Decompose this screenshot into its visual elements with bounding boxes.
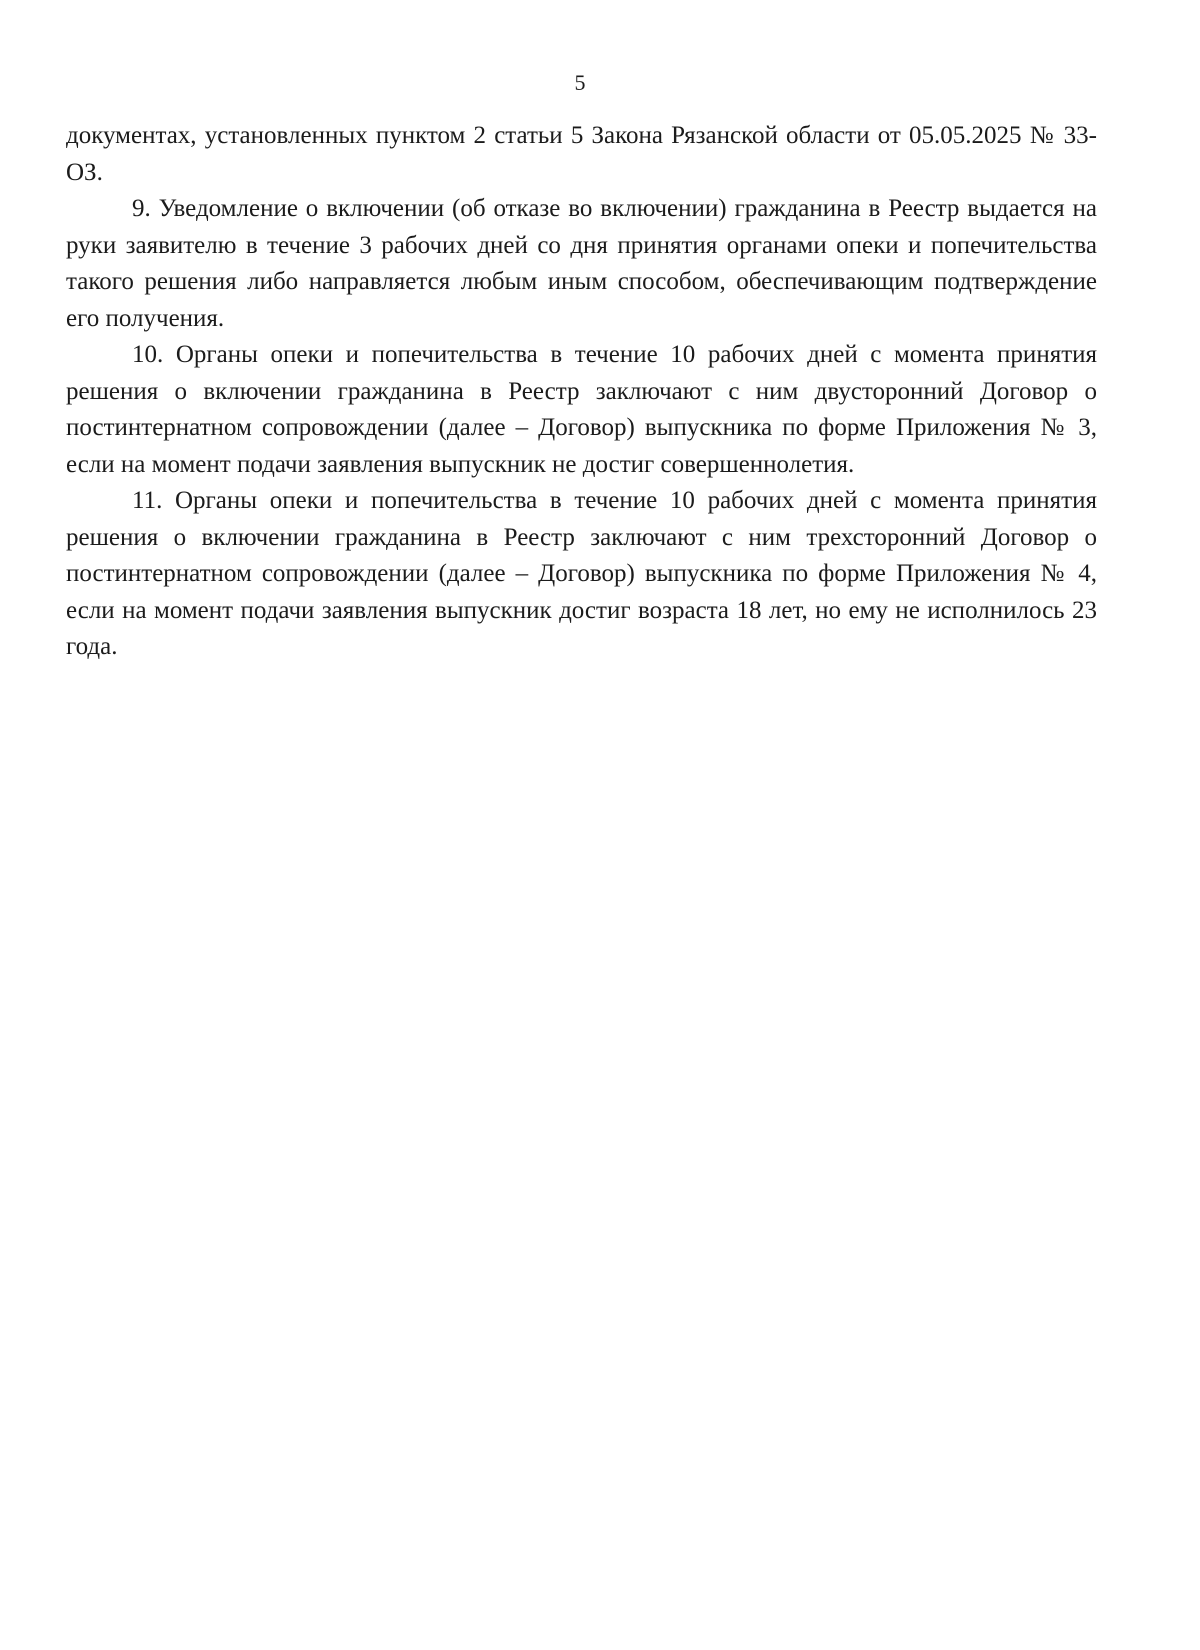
- document-body: [66, 118, 1097, 666]
- paragraph-item-10: 10. Органы опеки и попечительства в течение 10 рабочих дней с момента принятия решения о включении гражданина в Реестр заключают с ним двусторонний Договор о постинтернатном сопровождении (далее – Договор) выпускника по форме Приложения № 3, если на момент подачи заявления выпускник не достиг совершеннолетия.: [66, 341, 1097, 478]
- page-number: 5: [574, 70, 586, 95]
- paragraph-continuation: документах, установленных пунктом 2 статьи 5 Закона Рязанской области от 05.05.2025 № 33-ОЗ.: [66, 122, 1097, 186]
- paragraph-item-11: 11. Органы опеки и попечительства в течение 10 рабочих дней с момента принятия решения о включении гражданина в Реестр заключают с ним трехсторонний Договор о постинтернатном сопровождении (далее – Договор) выпускника по форме Приложения № 4, если на момент подачи заявления выпускник достиг возраста 18 лет, но ему не исполнилось 23 года.: [66, 487, 1097, 660]
- paragraph-item-9: 9. Уведомление о включении (об отказе во включении) гражданина в Реестр выдается на руки заявителю в течение 3 рабочих дней со дня принятия органами опеки и попечительства такого решения либо направляется любым иным способом, обеспечивающим подтверждение его получения.: [66, 195, 1097, 332]
